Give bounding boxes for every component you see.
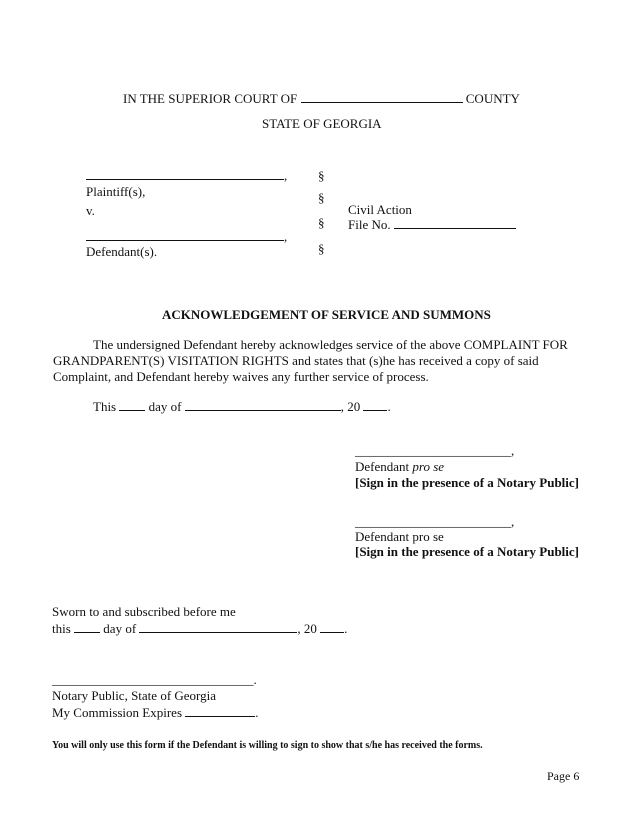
county-blank [301,90,463,103]
civil-action-label: Civil Action [348,202,412,217]
sworn-period: . [344,621,348,636]
page-number: Page 6 [547,769,580,783]
section-mark-4: § [318,241,325,256]
signature-2-instruction: [Sign in the presence of a Notary Public] [355,544,579,559]
signature-2-blank: ________________________, [355,514,515,529]
signature-1-instruction: [Sign in the presence of a Notary Public] [355,475,579,490]
signature-1-label [355,459,444,475]
signature-1-label-prefix: Defendant [355,459,410,474]
plaintiff-blank [86,167,284,180]
plaintiff-label: Plaintiff(s), [86,184,146,199]
date-line [93,398,391,415]
file-no-line [348,216,516,233]
year-blank [363,398,387,411]
signature-2-label: Defendant pro se [355,529,444,544]
sworn-line-1: Sworn to and subscribed before me [52,604,236,619]
sworn-this: this [52,621,71,636]
section-mark-1: § [318,168,325,183]
date-period: . [387,399,391,414]
versus-label: v. [86,203,95,218]
defendant-comma: , [284,229,288,244]
sworn-year-prefix: , 20 [297,621,317,636]
day-blank [119,398,145,411]
date-day-of: day of [148,399,182,414]
sworn-year-blank [320,620,344,633]
file-no-blank [394,216,516,229]
signature-1-blank: ________________________, [355,443,515,458]
state-heading: STATE OF GEORGIA [262,116,382,131]
date-this: This [93,399,117,414]
document-title: ACKNOWLEDGEMENT OF SERVICE AND SUMMONS [162,307,491,322]
defendant-blank-line [86,228,287,245]
notary-title: Notary Public, State of Georgia [52,688,217,703]
sworn-day-blank [74,620,100,633]
body-line-2: GRANDPARENT(S) VISITATION RIGHTS and states that (s)he has received a copy of said [53,353,539,368]
body-line-1: The undersigned Defendant hereby acknowledges service of the above COMPLAINT FOR [93,337,568,352]
defendant-label: Defendant(s). [86,244,158,259]
court-line-prefix: IN THE SUPERIOR COURT OF [123,91,298,106]
sworn-line-2 [52,620,347,637]
plaintiff-comma: , [284,168,288,183]
sworn-day-of: day of [103,621,137,636]
signature-1-label-italic: pro se [412,459,445,474]
court-line-suffix: COUNTY [465,91,520,106]
sworn-month-blank [139,620,297,633]
footnote: You will only use this form if the Defendant is willing to sign to show that s/he has received the forms. [52,740,483,751]
section-mark-3: § [318,215,325,230]
date-year-prefix: , 20 [340,399,361,414]
plaintiff-blank-line [86,167,287,184]
court-line [123,90,520,107]
notary-signature-blank: _______________________________. [52,672,257,687]
commission-blank [185,704,255,717]
section-mark-2: § [318,190,325,205]
body-line-3: Complaint, and Defendant hereby waives any further service of process. [53,369,429,384]
commission-period: . [255,705,259,720]
commission-label: My Commission Expires [52,705,183,720]
month-blank [185,398,341,411]
file-no-label: File No. [348,217,391,232]
commission-line [52,704,259,721]
defendant-blank [86,228,284,241]
